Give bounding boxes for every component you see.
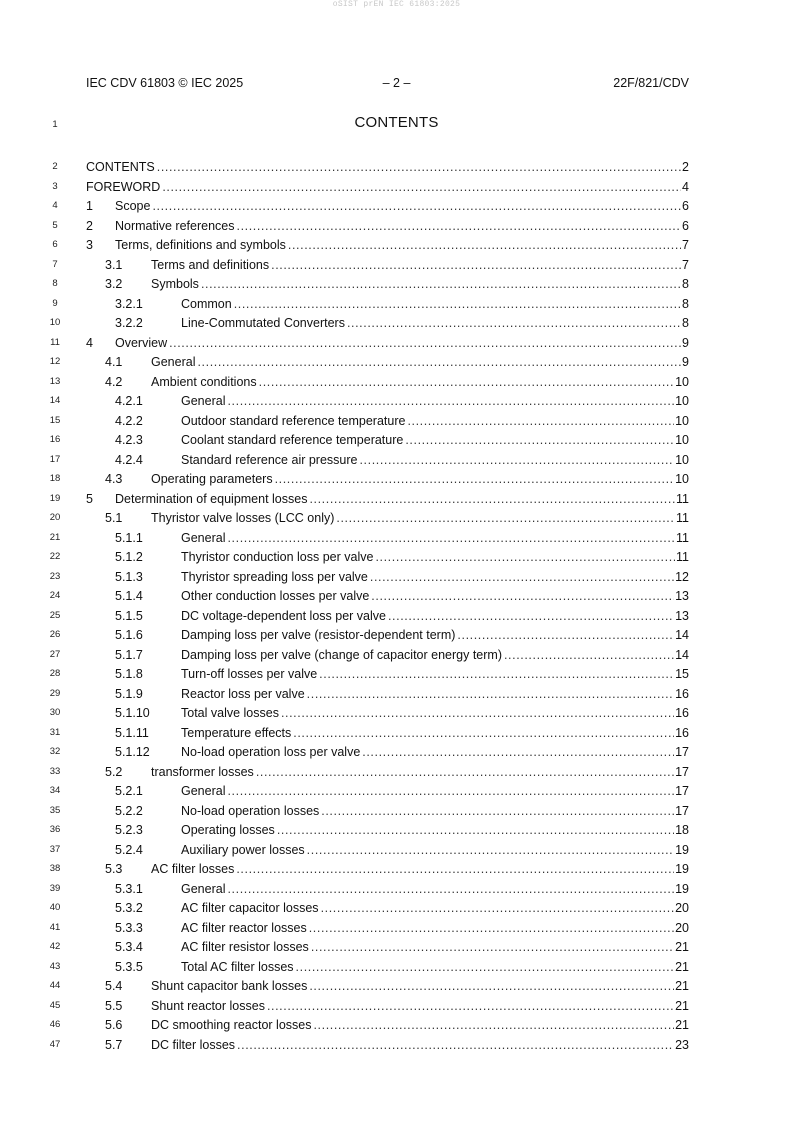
dot-leader bbox=[281, 705, 674, 721]
toc-entry-number: 5.3.2 bbox=[115, 901, 143, 915]
toc-entry-page: 21 bbox=[675, 1018, 689, 1032]
toc-entry[interactable] bbox=[105, 861, 689, 877]
toc-entry-number: 5.2 bbox=[105, 764, 123, 779]
line-number: 16 bbox=[49, 434, 61, 445]
toc-entry-title: Symbols bbox=[151, 277, 199, 291]
toc-entry-page: 10 bbox=[675, 472, 689, 486]
line-number: 18 bbox=[49, 473, 61, 484]
toc-entry-title: Common bbox=[181, 296, 232, 311]
toc-entry-number: 5.7 bbox=[105, 1037, 123, 1052]
toc-entry-number: 5.4 bbox=[105, 979, 123, 993]
toc-entry[interactable] bbox=[86, 491, 689, 507]
dot-leader bbox=[237, 218, 682, 234]
toc-entry-number: 5.1.6 bbox=[115, 628, 143, 642]
toc-entry-number: 4.2.4 bbox=[115, 452, 143, 467]
toc-entry[interactable] bbox=[115, 647, 689, 663]
toc-entry-page: 21 bbox=[675, 998, 689, 1013]
toc-entry-title: AC filter losses bbox=[151, 862, 235, 876]
toc-entry[interactable] bbox=[115, 296, 689, 312]
toc-entry[interactable] bbox=[115, 783, 689, 799]
toc-entry-page: 10 bbox=[675, 394, 689, 408]
toc-entry-number: 2 bbox=[86, 218, 93, 233]
line-number: 20 bbox=[49, 512, 61, 523]
toc-entry[interactable] bbox=[115, 686, 689, 702]
dot-leader bbox=[362, 744, 674, 760]
toc-entry-page: 23 bbox=[675, 1037, 689, 1052]
toc-entry-number: 4.2.2 bbox=[115, 413, 143, 428]
toc-entry-number: 5 bbox=[86, 491, 93, 506]
toc-entry-page: 14 bbox=[675, 628, 689, 642]
toc-entry[interactable] bbox=[105, 374, 689, 390]
line-number: 43 bbox=[49, 960, 61, 972]
toc-entry-number: 5.1.1 bbox=[115, 530, 143, 545]
toc-entry-title: Determination of equipment losses bbox=[115, 491, 308, 506]
toc-entry-title: Thyristor valve losses (LCC only) bbox=[151, 511, 335, 525]
dot-leader bbox=[259, 374, 674, 390]
toc-entry-number: 5.1.4 bbox=[115, 589, 143, 603]
toc-entry-page: 17 bbox=[675, 745, 689, 759]
toc-entry[interactable] bbox=[105, 510, 689, 526]
toc-entry-page: 18 bbox=[675, 823, 689, 837]
toc-entry-page: 7 bbox=[682, 238, 689, 252]
toc-entry[interactable] bbox=[115, 315, 689, 331]
toc-entry-title: Standard reference air pressure bbox=[181, 452, 358, 467]
line-number: 40 bbox=[49, 902, 61, 913]
toc-entry[interactable] bbox=[115, 569, 689, 585]
dot-leader bbox=[336, 510, 675, 526]
dot-leader bbox=[256, 764, 674, 780]
dot-leader bbox=[370, 569, 674, 585]
toc-entry-title: Auxiliary power losses bbox=[181, 842, 305, 857]
dot-leader bbox=[277, 822, 674, 838]
toc-entry-page: 19 bbox=[675, 862, 689, 876]
toc-entry-page: 10 bbox=[675, 374, 689, 389]
toc-entry[interactable] bbox=[86, 159, 689, 175]
line-number: 47 bbox=[49, 1038, 61, 1050]
line-number: 33 bbox=[49, 765, 61, 777]
toc-entry-number: 5.1.7 bbox=[115, 647, 143, 662]
toc-entry-title: Thyristor spreading loss per valve bbox=[181, 569, 368, 584]
header-reference: 22F/821/CDV bbox=[613, 76, 689, 90]
toc-entry-title: AC filter resistor losses bbox=[181, 940, 309, 954]
line-number: 31 bbox=[49, 726, 61, 738]
toc-entry-number: 5.6 bbox=[105, 1018, 123, 1032]
dot-leader bbox=[347, 315, 681, 331]
line-number: 38 bbox=[49, 863, 61, 874]
line-number: 25 bbox=[49, 609, 61, 621]
dot-leader bbox=[371, 588, 674, 604]
toc-entry-number: 5.1.11 bbox=[115, 725, 149, 740]
toc-entry-number: 3.2.2 bbox=[115, 316, 143, 330]
toc-entry[interactable] bbox=[115, 881, 689, 897]
toc-entry[interactable] bbox=[105, 471, 689, 487]
toc-entry-page: 16 bbox=[675, 725, 689, 740]
dot-leader bbox=[309, 978, 674, 994]
line-number: 30 bbox=[49, 707, 61, 718]
dot-leader bbox=[407, 413, 674, 429]
line-number: 32 bbox=[49, 746, 61, 757]
toc-entry[interactable] bbox=[105, 257, 689, 273]
toc-entry-number: 5.2.4 bbox=[115, 842, 143, 857]
toc-entry[interactable] bbox=[115, 588, 689, 604]
toc-entry[interactable] bbox=[115, 530, 689, 546]
toc-entry-number: 5.1.9 bbox=[115, 686, 143, 701]
toc-entry-page: 4 bbox=[682, 179, 689, 194]
dot-leader bbox=[236, 861, 674, 877]
toc-entry[interactable] bbox=[115, 744, 689, 760]
toc-entry-title: Reactor loss per valve bbox=[181, 686, 305, 701]
toc-entry-page: 8 bbox=[682, 316, 689, 330]
toc-entry-page: 9 bbox=[682, 355, 689, 369]
toc-entry[interactable] bbox=[115, 705, 689, 721]
toc-entry-title: Coolant standard reference temperature bbox=[181, 433, 404, 447]
toc-entry-page: 17 bbox=[675, 784, 689, 798]
toc-entry-title: General bbox=[151, 355, 196, 369]
toc-entry-page: 15 bbox=[675, 667, 689, 681]
line-number: 4 bbox=[52, 200, 58, 211]
toc-entry-title: No-load operation losses bbox=[181, 803, 320, 818]
line-number: 1 bbox=[52, 119, 58, 130]
toc-entry-title: Outdoor standard reference temperature bbox=[181, 413, 406, 428]
line-number: 15 bbox=[49, 414, 61, 426]
line-number: 34 bbox=[49, 785, 61, 796]
toc-entry-title: Shunt reactor losses bbox=[151, 998, 265, 1013]
dot-leader bbox=[307, 842, 674, 858]
toc-entry[interactable] bbox=[115, 666, 689, 682]
toc-entry-title: Damping loss per valve (change of capacitor energy term) bbox=[181, 647, 502, 662]
toc-entry[interactable] bbox=[115, 725, 689, 741]
toc-entry-title: General bbox=[181, 881, 226, 896]
toc-entry-number: 3.1 bbox=[105, 257, 123, 272]
toc-entry-number: 3.2.1 bbox=[115, 296, 143, 311]
toc-entry-page: 17 bbox=[675, 764, 689, 779]
dot-leader bbox=[311, 939, 674, 955]
dot-leader bbox=[227, 881, 674, 897]
toc-entry-title: Line-Commutated Converters bbox=[181, 316, 345, 330]
line-number: 7 bbox=[52, 258, 58, 270]
dot-leader bbox=[157, 159, 681, 175]
line-number: 2 bbox=[52, 161, 58, 172]
line-number: 29 bbox=[49, 687, 61, 699]
toc-entry-number: 5.1.8 bbox=[115, 667, 143, 681]
toc-entry[interactable] bbox=[115, 959, 689, 975]
toc-entry-number: 4.3 bbox=[105, 472, 123, 486]
line-number: 5 bbox=[52, 219, 58, 231]
toc-entry-number: 5.1.12 bbox=[115, 745, 150, 759]
toc-entry-number: 4.1 bbox=[105, 355, 123, 369]
line-number: 42 bbox=[49, 941, 61, 952]
toc-entry-page: 11 bbox=[676, 550, 689, 564]
line-number: 10 bbox=[49, 317, 61, 328]
toc-entry-title: Total AC filter losses bbox=[181, 959, 294, 974]
toc-entry-page: 20 bbox=[675, 920, 689, 935]
line-number: 35 bbox=[49, 804, 61, 816]
toc-entry-page: 13 bbox=[675, 608, 689, 623]
toc-entry-page: 20 bbox=[675, 901, 689, 915]
dot-leader bbox=[227, 783, 674, 799]
toc-entry-page: 9 bbox=[682, 335, 689, 350]
toc-entry[interactable] bbox=[115, 608, 689, 624]
toc-entry-number: 5.1.10 bbox=[115, 706, 150, 720]
line-number: 36 bbox=[49, 824, 61, 835]
dot-leader bbox=[309, 920, 674, 936]
toc-entry-page: 10 bbox=[675, 413, 689, 428]
line-number: 23 bbox=[49, 570, 61, 582]
toc-entry[interactable] bbox=[105, 998, 689, 1014]
toc-entry-page: 8 bbox=[682, 277, 689, 291]
dot-leader bbox=[152, 198, 681, 214]
toc-entry-number: 5.2.1 bbox=[115, 784, 143, 798]
dot-leader bbox=[293, 725, 674, 741]
header-page-number: – 2 – bbox=[382, 76, 411, 90]
toc-entry[interactable] bbox=[115, 939, 689, 955]
toc-entry-title: DC voltage-dependent loss per valve bbox=[181, 608, 386, 623]
line-number: 45 bbox=[49, 999, 61, 1011]
toc-entry-title: DC smoothing reactor losses bbox=[151, 1018, 312, 1032]
toc-entry[interactable] bbox=[105, 764, 689, 780]
dot-leader bbox=[267, 998, 674, 1014]
toc-entry-title: Operating parameters bbox=[151, 472, 273, 486]
dot-leader bbox=[227, 393, 674, 409]
line-number: 26 bbox=[49, 629, 61, 640]
dot-leader bbox=[227, 530, 675, 546]
toc-entry-title: Operating losses bbox=[181, 823, 275, 837]
dot-leader bbox=[288, 237, 681, 253]
toc-entry[interactable] bbox=[105, 1017, 689, 1033]
dot-leader bbox=[359, 452, 674, 468]
line-number: 21 bbox=[49, 531, 61, 543]
line-number: 6 bbox=[52, 239, 58, 250]
toc-entry-title: Turn-off losses per valve bbox=[181, 667, 318, 681]
toc-entry-page: 14 bbox=[675, 647, 689, 662]
dot-leader bbox=[201, 276, 681, 292]
toc-entry[interactable] bbox=[115, 452, 689, 468]
toc-entry-page: 6 bbox=[682, 218, 689, 233]
dot-leader bbox=[457, 627, 674, 643]
toc-entry-page: 10 bbox=[675, 452, 689, 467]
toc-entry-number: 5.3.1 bbox=[115, 881, 143, 896]
toc-entry[interactable] bbox=[86, 237, 689, 253]
toc-entry-title: General bbox=[181, 784, 226, 798]
toc-entry[interactable] bbox=[86, 179, 689, 195]
toc-entry-page: 21 bbox=[675, 940, 689, 954]
line-number: 17 bbox=[49, 453, 61, 465]
dot-leader bbox=[307, 686, 674, 702]
toc-entry[interactable] bbox=[115, 413, 689, 429]
toc-entry-title: Terms and definitions bbox=[151, 257, 270, 272]
line-number: 9 bbox=[52, 297, 58, 309]
line-number: 27 bbox=[49, 648, 61, 660]
dot-leader bbox=[388, 608, 674, 624]
toc-entry[interactable] bbox=[115, 822, 689, 838]
toc-entry-page: 7 bbox=[682, 257, 689, 272]
dot-leader bbox=[504, 647, 674, 663]
toc-entry-number: 5.2.2 bbox=[115, 803, 143, 818]
toc-entry-page: 11 bbox=[676, 491, 689, 506]
toc-entry-title: Scope bbox=[115, 199, 151, 213]
toc-entry-title: Normative references bbox=[115, 218, 235, 233]
dot-leader bbox=[169, 335, 681, 351]
toc-entry[interactable] bbox=[115, 920, 689, 936]
toc-entry-title: No-load operation loss per valve bbox=[181, 745, 361, 759]
toc-entry-page: 8 bbox=[682, 296, 689, 311]
line-number: 41 bbox=[49, 921, 61, 933]
dot-leader bbox=[237, 1037, 674, 1053]
dot-leader bbox=[162, 179, 681, 195]
toc-entry-title: Ambient conditions bbox=[151, 374, 257, 389]
toc-entry[interactable] bbox=[86, 335, 689, 351]
toc-entry-title: AC filter capacitor losses bbox=[181, 901, 319, 915]
toc-entry-title: Total valve losses bbox=[181, 706, 279, 720]
line-number: 37 bbox=[49, 843, 61, 855]
line-number: 12 bbox=[49, 356, 61, 367]
dot-leader bbox=[234, 296, 681, 312]
toc-entry-title: Overview bbox=[115, 335, 168, 350]
toc-entry[interactable] bbox=[105, 276, 689, 292]
dot-leader bbox=[197, 354, 681, 370]
line-number: 14 bbox=[49, 395, 61, 406]
toc-entry-number: 4 bbox=[86, 335, 93, 350]
dot-leader bbox=[321, 803, 674, 819]
dot-leader bbox=[319, 666, 674, 682]
toc-entry-number: 5.3.3 bbox=[115, 920, 143, 935]
line-number: 13 bbox=[49, 375, 61, 387]
dot-leader bbox=[321, 900, 675, 916]
toc-entry[interactable] bbox=[115, 803, 689, 819]
toc-entry-page: 16 bbox=[675, 706, 689, 720]
line-number: 39 bbox=[49, 882, 61, 894]
page-title: CONTENTS bbox=[354, 114, 439, 131]
toc-entry-page: 11 bbox=[676, 511, 689, 525]
line-number: 44 bbox=[49, 980, 61, 991]
toc-entry-number: 3.2 bbox=[105, 277, 123, 291]
toc-entry-title: CONTENTS bbox=[86, 160, 155, 174]
dot-leader bbox=[275, 471, 675, 487]
toc-entry-page: 13 bbox=[675, 589, 689, 603]
toc-entry-page: 21 bbox=[675, 959, 689, 974]
dot-leader bbox=[375, 549, 675, 565]
toc-entry-number: 5.1.2 bbox=[115, 550, 143, 564]
toc-entry[interactable] bbox=[105, 354, 689, 370]
line-number: 8 bbox=[52, 278, 58, 289]
toc-entry-title: Shunt capacitor bank losses bbox=[151, 979, 308, 993]
toc-entry-page: 12 bbox=[675, 569, 689, 584]
toc-entry-title: General bbox=[181, 394, 226, 408]
toc-entry-page: 10 bbox=[675, 433, 689, 447]
toc-entry-number: 5.5 bbox=[105, 998, 123, 1013]
toc-entry[interactable] bbox=[115, 549, 689, 565]
toc-entry[interactable] bbox=[115, 900, 689, 916]
toc-entry[interactable] bbox=[115, 842, 689, 858]
toc-entry[interactable] bbox=[115, 627, 689, 643]
toc-entry[interactable] bbox=[115, 393, 689, 409]
toc-entry-page: 19 bbox=[675, 842, 689, 857]
toc-entry-number: 1 bbox=[86, 199, 93, 213]
toc-entry-title: General bbox=[181, 530, 226, 545]
toc-entry-number: 4.2.1 bbox=[115, 394, 143, 408]
toc-entry-page: 11 bbox=[676, 530, 689, 545]
line-number: 28 bbox=[49, 668, 61, 679]
toc-entry[interactable] bbox=[86, 218, 689, 234]
watermark: oSIST prEN IEC 61803:2025 bbox=[332, 0, 461, 9]
dot-leader bbox=[296, 959, 675, 975]
line-number: 22 bbox=[49, 551, 61, 562]
toc-entry-title: Thyristor conduction loss per valve bbox=[181, 550, 374, 564]
header-document-id: IEC CDV 61803 © IEC 2025 bbox=[86, 76, 244, 90]
dot-leader bbox=[405, 432, 674, 448]
toc-entry-page: 6 bbox=[682, 199, 689, 213]
toc-entry-title: transformer losses bbox=[151, 764, 254, 779]
line-number: 24 bbox=[49, 590, 61, 601]
toc-entry-number: 5.2.3 bbox=[115, 823, 143, 837]
toc-entry[interactable] bbox=[105, 1037, 689, 1053]
toc-entry-number: 5.1.3 bbox=[115, 569, 143, 584]
dot-leader bbox=[313, 1017, 674, 1033]
toc-entry-page: 21 bbox=[675, 979, 689, 993]
toc-entry-number: 5.3.4 bbox=[115, 940, 143, 954]
toc-entry-title: FOREWORD bbox=[86, 179, 161, 194]
toc-entry-number: 4.2.3 bbox=[115, 433, 143, 447]
toc-entry[interactable] bbox=[86, 198, 689, 214]
toc-entry-number: 5.3.5 bbox=[115, 959, 143, 974]
toc-entry-number: 5.3 bbox=[105, 862, 123, 876]
toc-entry-number: 3 bbox=[86, 238, 93, 252]
toc-entry-page: 19 bbox=[675, 881, 689, 896]
toc-entry-title: Other conduction losses per valve bbox=[181, 589, 370, 603]
dot-leader bbox=[309, 491, 675, 507]
line-number: 19 bbox=[49, 492, 61, 504]
toc-entry[interactable] bbox=[115, 432, 689, 448]
toc-entry-number: 5.1 bbox=[105, 511, 123, 525]
toc-entry-title: Temperature effects bbox=[181, 725, 292, 740]
toc-entry-page: 17 bbox=[675, 803, 689, 818]
toc-entry-title: Damping loss per valve (resistor-dependent term) bbox=[181, 628, 456, 642]
toc-entry[interactable] bbox=[105, 978, 689, 994]
toc-entry-page: 16 bbox=[675, 686, 689, 701]
toc-entry-page: 2 bbox=[682, 160, 689, 174]
toc-entry-number: 4.2 bbox=[105, 374, 123, 389]
toc-entry-title: AC filter reactor losses bbox=[181, 920, 307, 935]
toc-entry-title: Terms, definitions and symbols bbox=[115, 238, 286, 252]
line-number: 3 bbox=[52, 180, 58, 192]
dot-leader bbox=[271, 257, 681, 273]
toc-entry-title: DC filter losses bbox=[151, 1037, 236, 1052]
line-number: 11 bbox=[50, 336, 60, 348]
line-number: 46 bbox=[49, 1019, 61, 1030]
toc-entry-number: 5.1.5 bbox=[115, 608, 143, 623]
